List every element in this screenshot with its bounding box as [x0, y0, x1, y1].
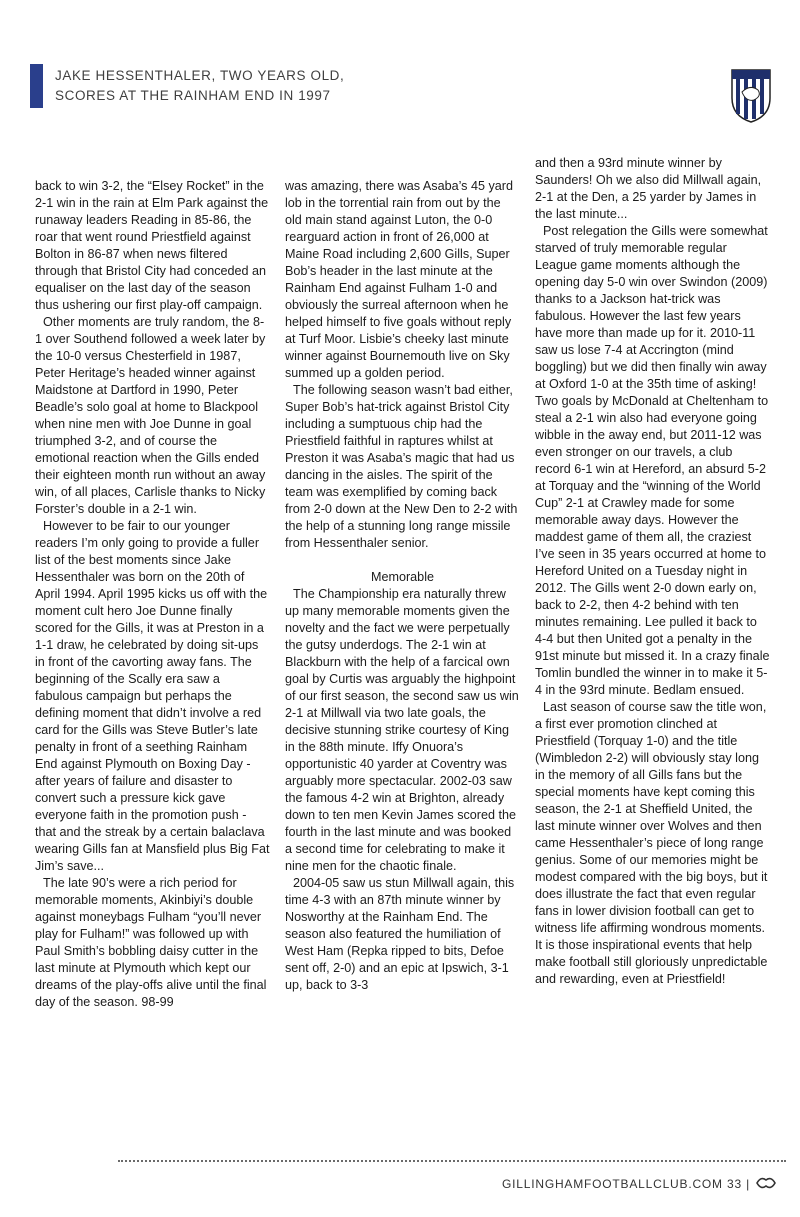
column2-paragraph-1: was amazing, there was Asaba’s 45 yard lob in the torrential rain from out by the old main stand against Luton, the 0-0 rearguard action in front of 26,000 at Maine Road including 2,600 Gills, Super Bob’s header in the last minute at the Rainham End against Fulham 1-0 and obviously the surreal afternoon when he helped himself to five goals without reply at Turf Moor. Lisbie’s cheeky last minute winner against Bournemouth live on Sky summed up a golden period.	[285, 179, 513, 380]
article-column-2	[285, 178, 520, 994]
column3-paragraph-2: Post relegation the Gills were somewhat starved of truly memorable regular League game moments although the opening day 5-0 win over Swindon (2009) thanks to a Jackson hat-trick was fabulous. However the last few years have more than made up for it. 2010-11 saw us lose 7-4 at Accrington (mind boggling) but we did then finally win away at Oxford 1-0 at the 35th time of asking! Two goals by McDonald at Cheltenham to steal a 2-1 win also had everyone going wibble in the away end, but 2011-12 was even stronger on our travels, a club record 6-1 win at Hereford, an absurd 5-2 at Torquay and the “winning of the World Cup” 2-1 at Crawley made for some memorable away days. However the maddest game of them all, the craziest I’ve seen in 35 years occurred at home to Hereford United on a Tuesday night in 2012. The Gills went 2-0 down early on, back to 2-2, then 4-2 behind with ten minutes remaining. Lee pulled it back to 4-4 but then United got a penalty in the 91st minute but missed it. In a crazy finale Tomlin bundled the winner in to make it 5-4 in the 93rd minute. Bedlam ensued.	[535, 224, 770, 697]
footer-divider	[118, 1160, 786, 1162]
column3-paragraph-3: Last season of course saw the title won, a first ever promotion clinched at Priestfield (Torquay 1-0) and the title (Wimbledon 2-2) will obviously stay long in the memory of all Gills fans but the special moments have kept coming this season, the 2-1 at Sheffield United, the last minute winner over Wolves and then came Hessenthaler’s piece of long range genius. Some of our memories might be modest compared with the big boys, but it does illustrate the fact that even regular fans in lower division football can get to witness life affirming wondrous moments. It is those inspirational events that help make football still gloriously unpredictable and rewarding, even at Priestfield!	[535, 700, 768, 986]
club-mini-logo-icon	[755, 1175, 777, 1191]
column2-paragraph-4: 2004-05 saw us stun Millwall again, this time 4-3 with an 87th minute winner by Nosworthy at the Rainham End. The season also featured the humiliation of West Ham (Repka ripped to bits, Defoe sent off, 2-0) and an epic at Ipswich, 3-1 up, back to 3-3	[285, 876, 515, 992]
column2-paragraph-3: The Championship era naturally threw up many memorable moments given the novelty and the fact we were perpetually the gutsy underdogs. The 2-1 win at Blackburn with the help of a farcical own goal by Curtis was arguably the highpoint of our first season, the second saw us win 2-1 at Millwall via two late goals, the decisive stunning strike courtesy of King in the 88th minute. Iffy Onuora’s opportunistic 40 yarder at Coventry was arguably more spectacular. 2002-03 saw the famous 4-2 win at Brighton, already down to ten men Kevin James scored the fourth in the last minute and was booked a second time for celebrating to make it nine men for the chaotic finale.	[285, 587, 519, 873]
article-header	[30, 64, 470, 108]
section-heading: Memorable	[371, 570, 434, 584]
column1-paragraph-3: However to be fair to our younger readers I’m only going to provide a fuller list of the best moments since Jake Hessenthaler was born on the 20th of April 1994. April 1995 kicks us off with the moment cult hero Joe Dunne finally scored for the Gills, it was at Preston in a 1-1 draw, he celebrated by doing sit-ups in front of the cavorting away fans. The beginning of the Scally era saw a fabulous campaign but perhaps the defining moment that didn’t involve a red card for the Gills was Steve Butler’s late penalty in front of a seething Rainham End against Plymouth on Boxing Day - after years of failure and disaster to convert such a pressure kick gave everyone faith in the promotion push - that and the streak by a certain balaclava wearing Gills fan at Mansfield plus Big Fat Jim’s save...	[35, 519, 270, 873]
article-column-1	[35, 178, 270, 1011]
column1-paragraph-1: back to win 3-2, the “Elsey Rocket” in the 2-1 win in the rain at Elm Park against the runaway leaders Reading in 85-86, the roar that went round Priestfield against Bolton in 86-87 when news filtered through that Bristol City had conceded an equaliser on the last day of the season thus ushering our first play-off campaign.	[35, 179, 269, 312]
footer-page-label: GILLINGHAMFOOTBALLCLUB.COM 33 |	[502, 1177, 750, 1191]
gillingham-crest-icon	[728, 62, 774, 124]
column1-paragraph-4: The late 90’s were a rich period for memorable moments, Akinbiyi’s double against moneybags Fulham “you’ll never play for Fulham!” was followed up with Paul Smith’s bobbling daisy cutter in the last minute at Plymouth which kept our dreams of the play-offs alive until the final day of the season. 98-99	[35, 876, 267, 1009]
header-title-line-1: JAKE HESSENTHALER, TWO YEARS OLD,	[55, 68, 345, 83]
article-column-3	[535, 155, 770, 988]
header-title-line-2: SCORES AT THE RAINHAM END IN 1997	[55, 88, 331, 103]
column2-paragraph-2: The following season wasn’t bad either, Super Bob’s hat-trick against Bristol City including a sumptuous chip had the Priestfield faithful in raptures whilst at Preston it was Asaba’s magic that had us dancing in the aisles. The spirit of the team was exemplified by coming back from 2-0 down at the New Den to 2-2 with the help of a stunning long range missile from Hessenthaler senior.	[285, 383, 518, 550]
column3-paragraph-1: and then a 93rd minute winner by Saunders! Oh we also did Millwall again, 2-1 at the Den, a 25 yarder by James in the last minute...	[535, 156, 762, 221]
column1-paragraph-2: Other moments are truly random, the 8-1 over Southend followed a week later by the 10-0 versus Chesterfield in 1987, Peter Heritage’s headed winner against Maidstone at Dartford in 1990, Peter Beadle’s solo goal at home to Blackpool when nine men with Joe Dunne in goal triumphed 3-2, and of course the emotional reaction when the Gills ended their eighteen month run without an away win, of all places, Carlisle thanks to Nicky Forster’s double in a 2-1 win.	[35, 315, 266, 516]
header-accent-bar	[30, 64, 43, 108]
